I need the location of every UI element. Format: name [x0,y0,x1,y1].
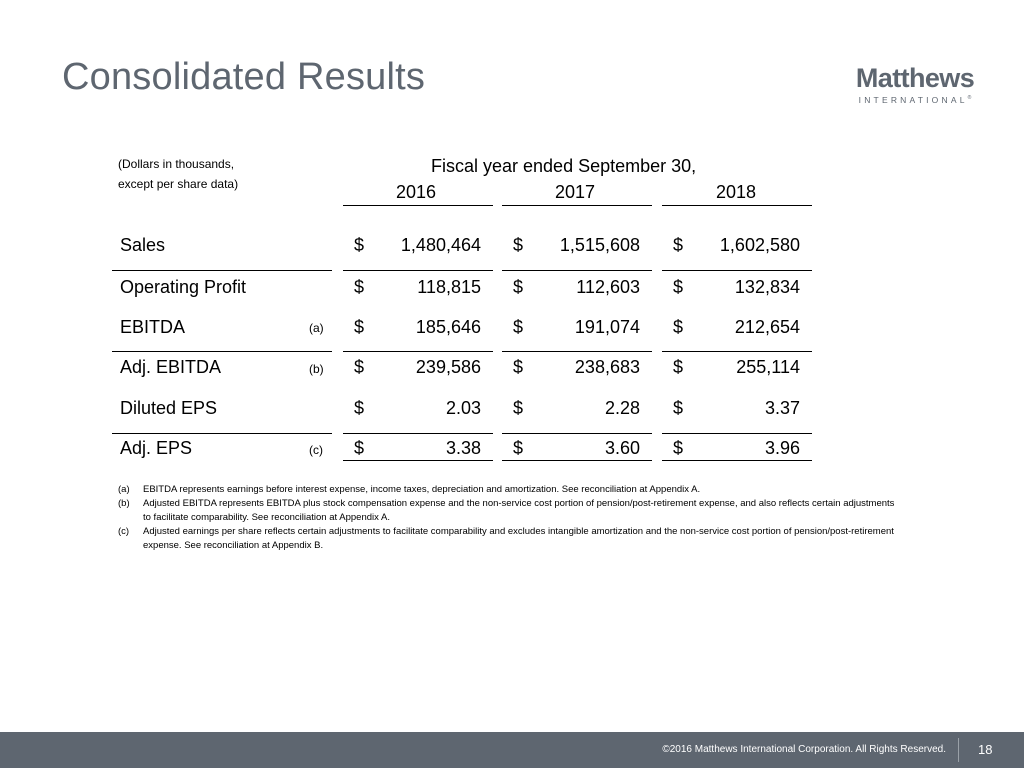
header-underline [662,205,812,206]
currency-symbol: $ [513,277,524,297]
value-2018: 3.37 [764,398,800,418]
row-label: EBITDA [120,317,186,337]
value-2018: 132,834 [734,277,800,297]
header-underline [343,205,493,206]
value-2017: 2.28 [604,398,640,418]
footnote-ref: (a) [309,321,324,335]
copyright-text: ©2016 Matthews International Corporation. All Rights Reserved. [662,744,946,755]
units-note [118,154,238,194]
footnote-id: (a) [118,484,130,495]
currency-symbol: $ [673,277,684,297]
row-divider [502,433,652,434]
currency-symbol: $ [513,357,524,377]
header-underline [502,205,652,206]
row-divider [502,460,652,461]
footnote-c [118,525,898,553]
year-header-2018: 2018 [716,182,757,202]
row-divider [112,351,332,352]
footer-bar [0,732,1024,768]
value-2016: 185,646 [415,317,481,337]
value-2017: 1,515,608 [559,235,640,255]
row-divider [343,460,493,461]
currency-symbol: $ [673,357,684,377]
logo-subtitle: INTERNATIONAL® [858,95,972,105]
currency-symbol: $ [354,277,365,297]
value-2017: 238,683 [574,357,640,377]
value-2016: 239,586 [415,357,481,377]
footnote-ref: (c) [309,443,323,457]
row-divider [662,270,812,271]
currency-symbol: $ [513,235,524,255]
value-2017: 3.60 [604,438,640,458]
currency-symbol: $ [673,317,684,337]
matthews-logo [852,64,978,105]
currency-symbol: $ [513,317,524,337]
logo-name: Matthews [855,63,975,93]
currency-symbol: $ [354,317,365,337]
value-2018: 255,114 [736,357,800,377]
value-2018: 212,654 [734,317,800,337]
footnotes [118,483,898,553]
units-note-line-1: (Dollars in thousands, [118,157,235,171]
footnote-ref: (b) [309,362,324,376]
page-title: Consolidated Results [62,56,426,98]
footnote-text: EBITDA represents earnings before interest expense, income taxes, depreciation and amortization. See reconciliation at Appendix A. [143,484,701,495]
page-number: 18 [978,742,993,757]
row-label: Diluted EPS [120,398,218,418]
footnote-a [118,483,898,497]
currency-symbol: $ [354,235,365,255]
row-divider [112,433,332,434]
currency-symbol: $ [354,398,365,418]
row-divider [343,270,493,271]
row-divider [502,351,652,352]
footnote-b [118,497,898,525]
footnote-id: (b) [118,498,130,509]
currency-symbol: $ [354,438,365,458]
row-label: Sales [120,235,166,255]
row-divider [662,460,812,461]
value-2016: 3.38 [445,438,481,458]
row-label: Adj. EPS [120,438,193,458]
currency-symbol: $ [513,398,524,418]
footnote-text: Adjusted earnings per share reflects certain adjustments to facilitate comparability and excludes intangible amortization and the non-service cost portion of pension/post-retirement expense. See reconciliation at Appendix B. [143,526,894,551]
period-caption: Fiscal year ended September 30, [431,156,697,176]
value-2017: 191,074 [574,317,640,337]
value-2017: 112,603 [576,277,640,297]
year-header-2016: 2016 [396,182,437,202]
footnote-text: Adjusted EBITDA represents EBITDA plus stock compensation expense and the non-service cost portion of pension/post-retirement expense, and also reflects certain adjustments to facilitate comparability. See reconciliation at Appendix A. [143,498,895,523]
value-2016: 2.03 [445,398,481,418]
currency-symbol: $ [673,438,684,458]
currency-symbol: $ [513,438,524,458]
value-2018: 3.96 [764,438,800,458]
row-label: Adj. EBITDA [120,357,222,377]
row-divider [502,270,652,271]
currency-symbol: $ [354,357,365,377]
currency-symbol: $ [673,235,684,255]
row-divider [343,433,493,434]
value-2016: 118,815 [417,277,481,297]
row-divider [662,351,812,352]
row-divider [343,351,493,352]
row-divider [112,270,332,271]
currency-symbol: $ [673,398,684,418]
footnote-id: (c) [118,526,130,537]
row-label: Operating Profit [120,277,247,297]
year-header-2017: 2017 [555,182,596,202]
units-note-line-2: except per share data) [118,177,239,191]
row-divider [662,433,812,434]
value-2018: 1,602,580 [719,235,800,255]
value-2016: 1,480,464 [400,235,481,255]
footer-divider [958,738,959,762]
